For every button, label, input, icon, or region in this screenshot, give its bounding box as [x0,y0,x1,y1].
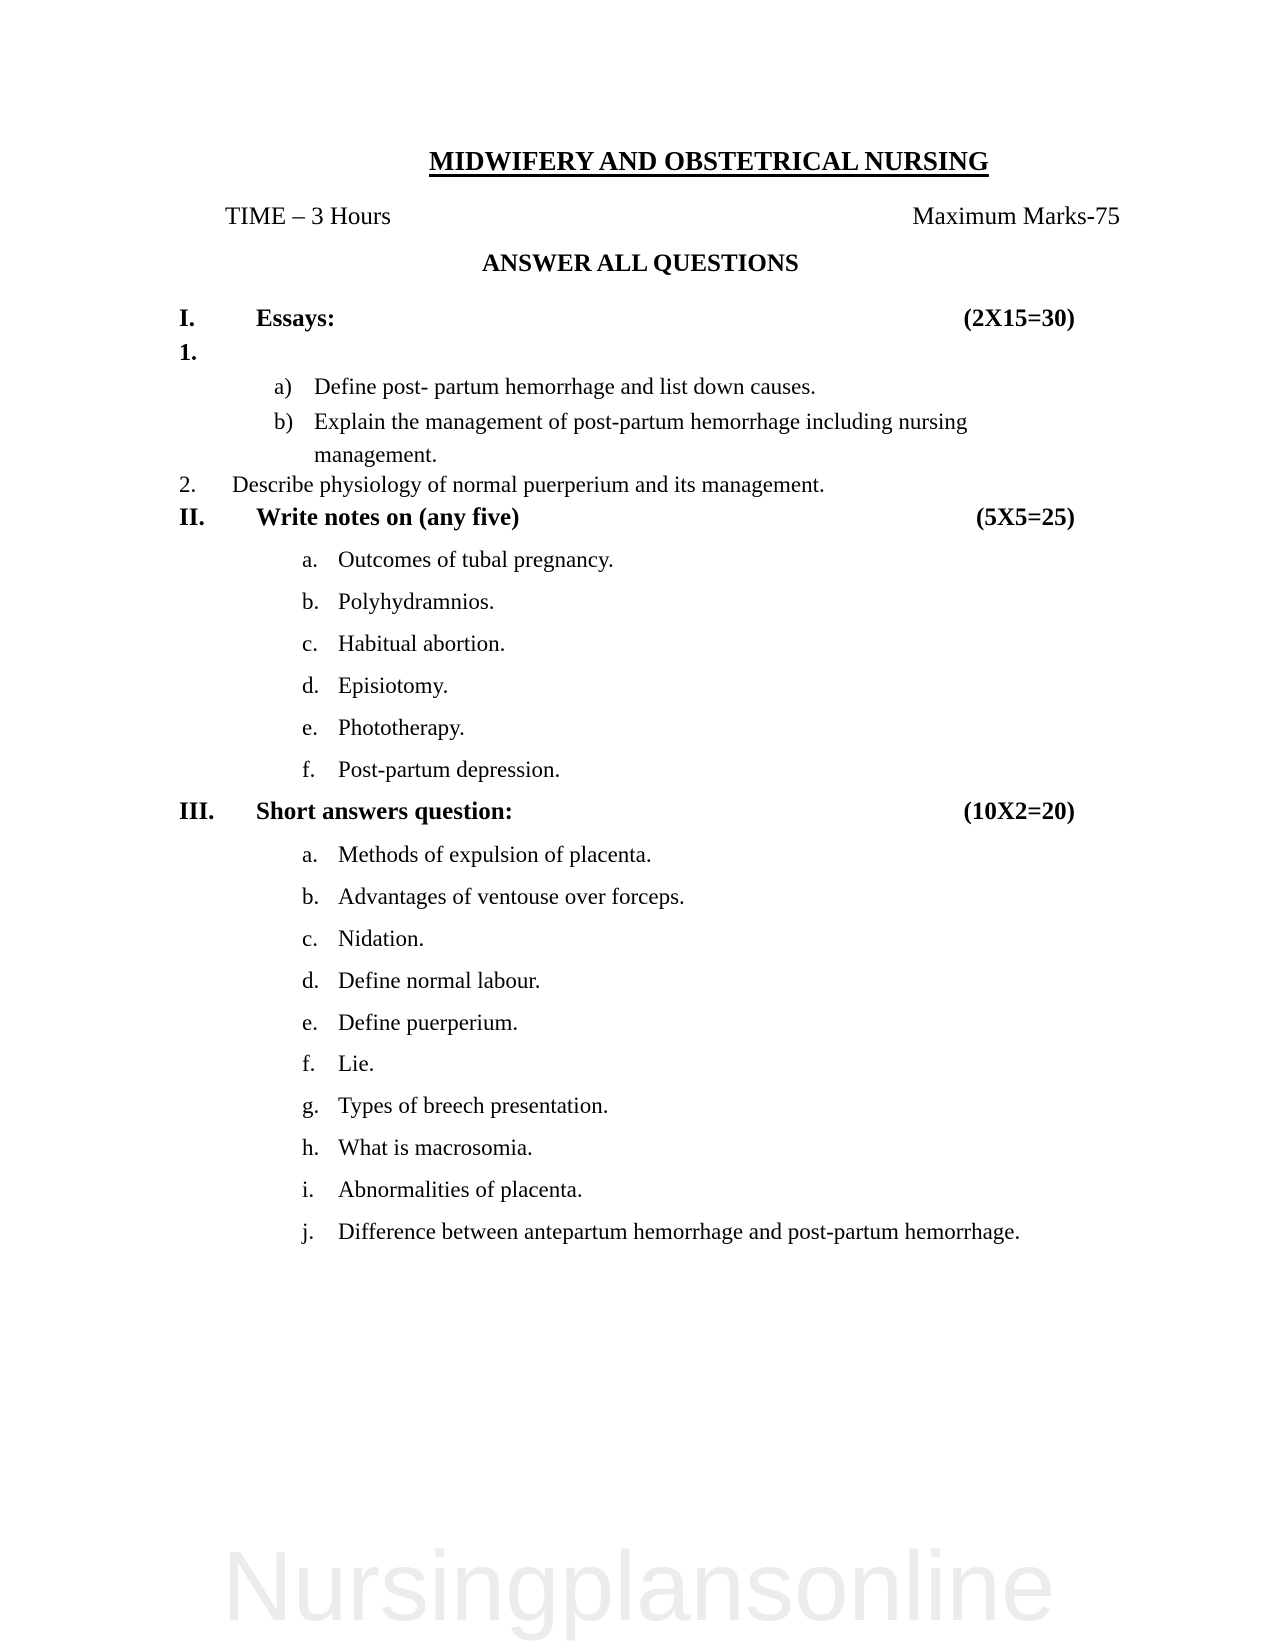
question-1-number: 1. [179,340,197,366]
question-1-row [0,336,1275,370]
section-3-heading-row [0,795,1275,829]
note-item-f [302,753,560,787]
short-answer-item-a [302,838,652,872]
section-2-heading-row [0,501,1275,535]
time-allowed-label: TIME – 3 Hours [225,203,391,230]
section-3-marks: (10X2=20) [963,798,1075,825]
question-1b [274,405,1004,471]
section-2-heading: Write notes on (any five) [256,504,520,531]
maximum-marks-label: Maximum Marks-75 [912,203,1120,230]
note-item-b-text: Polyhydramnios. [338,589,495,614]
short-answer-item-d [302,964,540,998]
note-item-d-marker: d. [302,673,320,698]
answer-all-instruction: ANSWER ALL QUESTIONS [482,250,799,277]
question-1a [274,370,1004,403]
note-item-c-marker: c. [302,631,318,656]
note-item-e-marker: e. [302,715,318,740]
question-2-row [0,468,1275,502]
note-item-d [302,669,448,703]
note-item-e [302,711,465,745]
question-2-number: 2. [179,472,197,497]
short-answer-item-b-marker: b. [302,884,320,909]
short-answer-item-j-text: Difference between antepartum hemorrhage and post-partum hemorrhage. [338,1219,1021,1244]
short-answer-item-h-text: What is macrosomia. [338,1135,533,1160]
short-answer-item-a-text: Methods of expulsion of placenta. [338,842,652,867]
note-item-d-text: Episiotomy. [338,673,449,698]
short-answer-item-g-text: Types of breech presentation. [338,1093,609,1118]
question-1b-text: Explain the management of post-partum hemorrhage including nursing management. [314,409,968,467]
short-answer-item-b [302,880,685,914]
short-answer-item-i-marker: i. [302,1177,315,1202]
short-answer-item-j-marker: j. [302,1219,315,1244]
note-item-a-text: Outcomes of tubal pregnancy. [338,547,614,572]
short-answer-item-f [302,1047,374,1081]
short-answer-item-c-marker: c. [302,926,318,951]
site-watermark: Nursingplansonline [222,1531,1056,1641]
note-item-e-text: Phototherapy. [338,715,465,740]
short-answer-item-b-text: Advantages of ventouse over forceps. [338,884,685,909]
section-1-numeral: I. [179,305,195,332]
section-3-heading: Short answers question: [256,798,513,825]
page-title: MIDWIFERY AND OBSTETRICAL NURSING [429,146,989,176]
note-item-b-marker: b. [302,589,320,614]
short-answer-item-e-marker: e. [302,1010,318,1035]
short-answer-item-e-text: Define puerperium. [338,1010,519,1035]
question-1b-marker: b) [274,409,294,434]
note-item-f-text: Post-partum depression. [338,757,561,782]
note-item-f-marker: f. [302,757,316,782]
section-2-marks: (5X5=25) [976,504,1075,531]
short-answer-item-c [302,922,424,956]
short-answer-item-e [302,1006,518,1040]
short-answer-item-h [302,1131,533,1165]
short-answer-item-d-text: Define normal labour. [338,968,541,993]
question-1a-text: Define post- partum hemorrhage and list down causes. [314,374,817,399]
note-item-c [302,627,505,661]
note-item-a [302,543,614,577]
short-answer-item-d-marker: d. [302,968,320,993]
short-answer-item-f-text: Lie. [338,1051,375,1076]
short-answer-item-a-marker: a. [302,842,318,867]
section-2-numeral: II. [179,504,205,531]
section-3-numeral: III. [179,798,215,825]
short-answer-item-g-marker: g. [302,1093,320,1118]
section-1-heading-row [0,302,1275,336]
short-answer-item-h-marker: h. [302,1135,320,1160]
short-answer-item-g [302,1089,608,1123]
section-1-marks: (2X15=30) [963,305,1075,332]
note-item-b [302,585,495,619]
section-1-heading: Essays: [256,305,336,332]
question-1a-marker: a) [274,374,292,399]
question-2-text: Describe physiology of normal puerperium and its management. [232,472,825,497]
note-item-a-marker: a. [302,547,318,572]
short-answer-item-i [302,1173,583,1207]
short-answer-item-i-text: Abnormalities of placenta. [338,1177,583,1202]
note-item-c-text: Habitual abortion. [338,631,506,656]
short-answer-item-c-text: Nidation. [338,926,425,951]
short-answer-item-j [302,1215,1020,1249]
short-answer-item-f-marker: f. [302,1051,316,1076]
